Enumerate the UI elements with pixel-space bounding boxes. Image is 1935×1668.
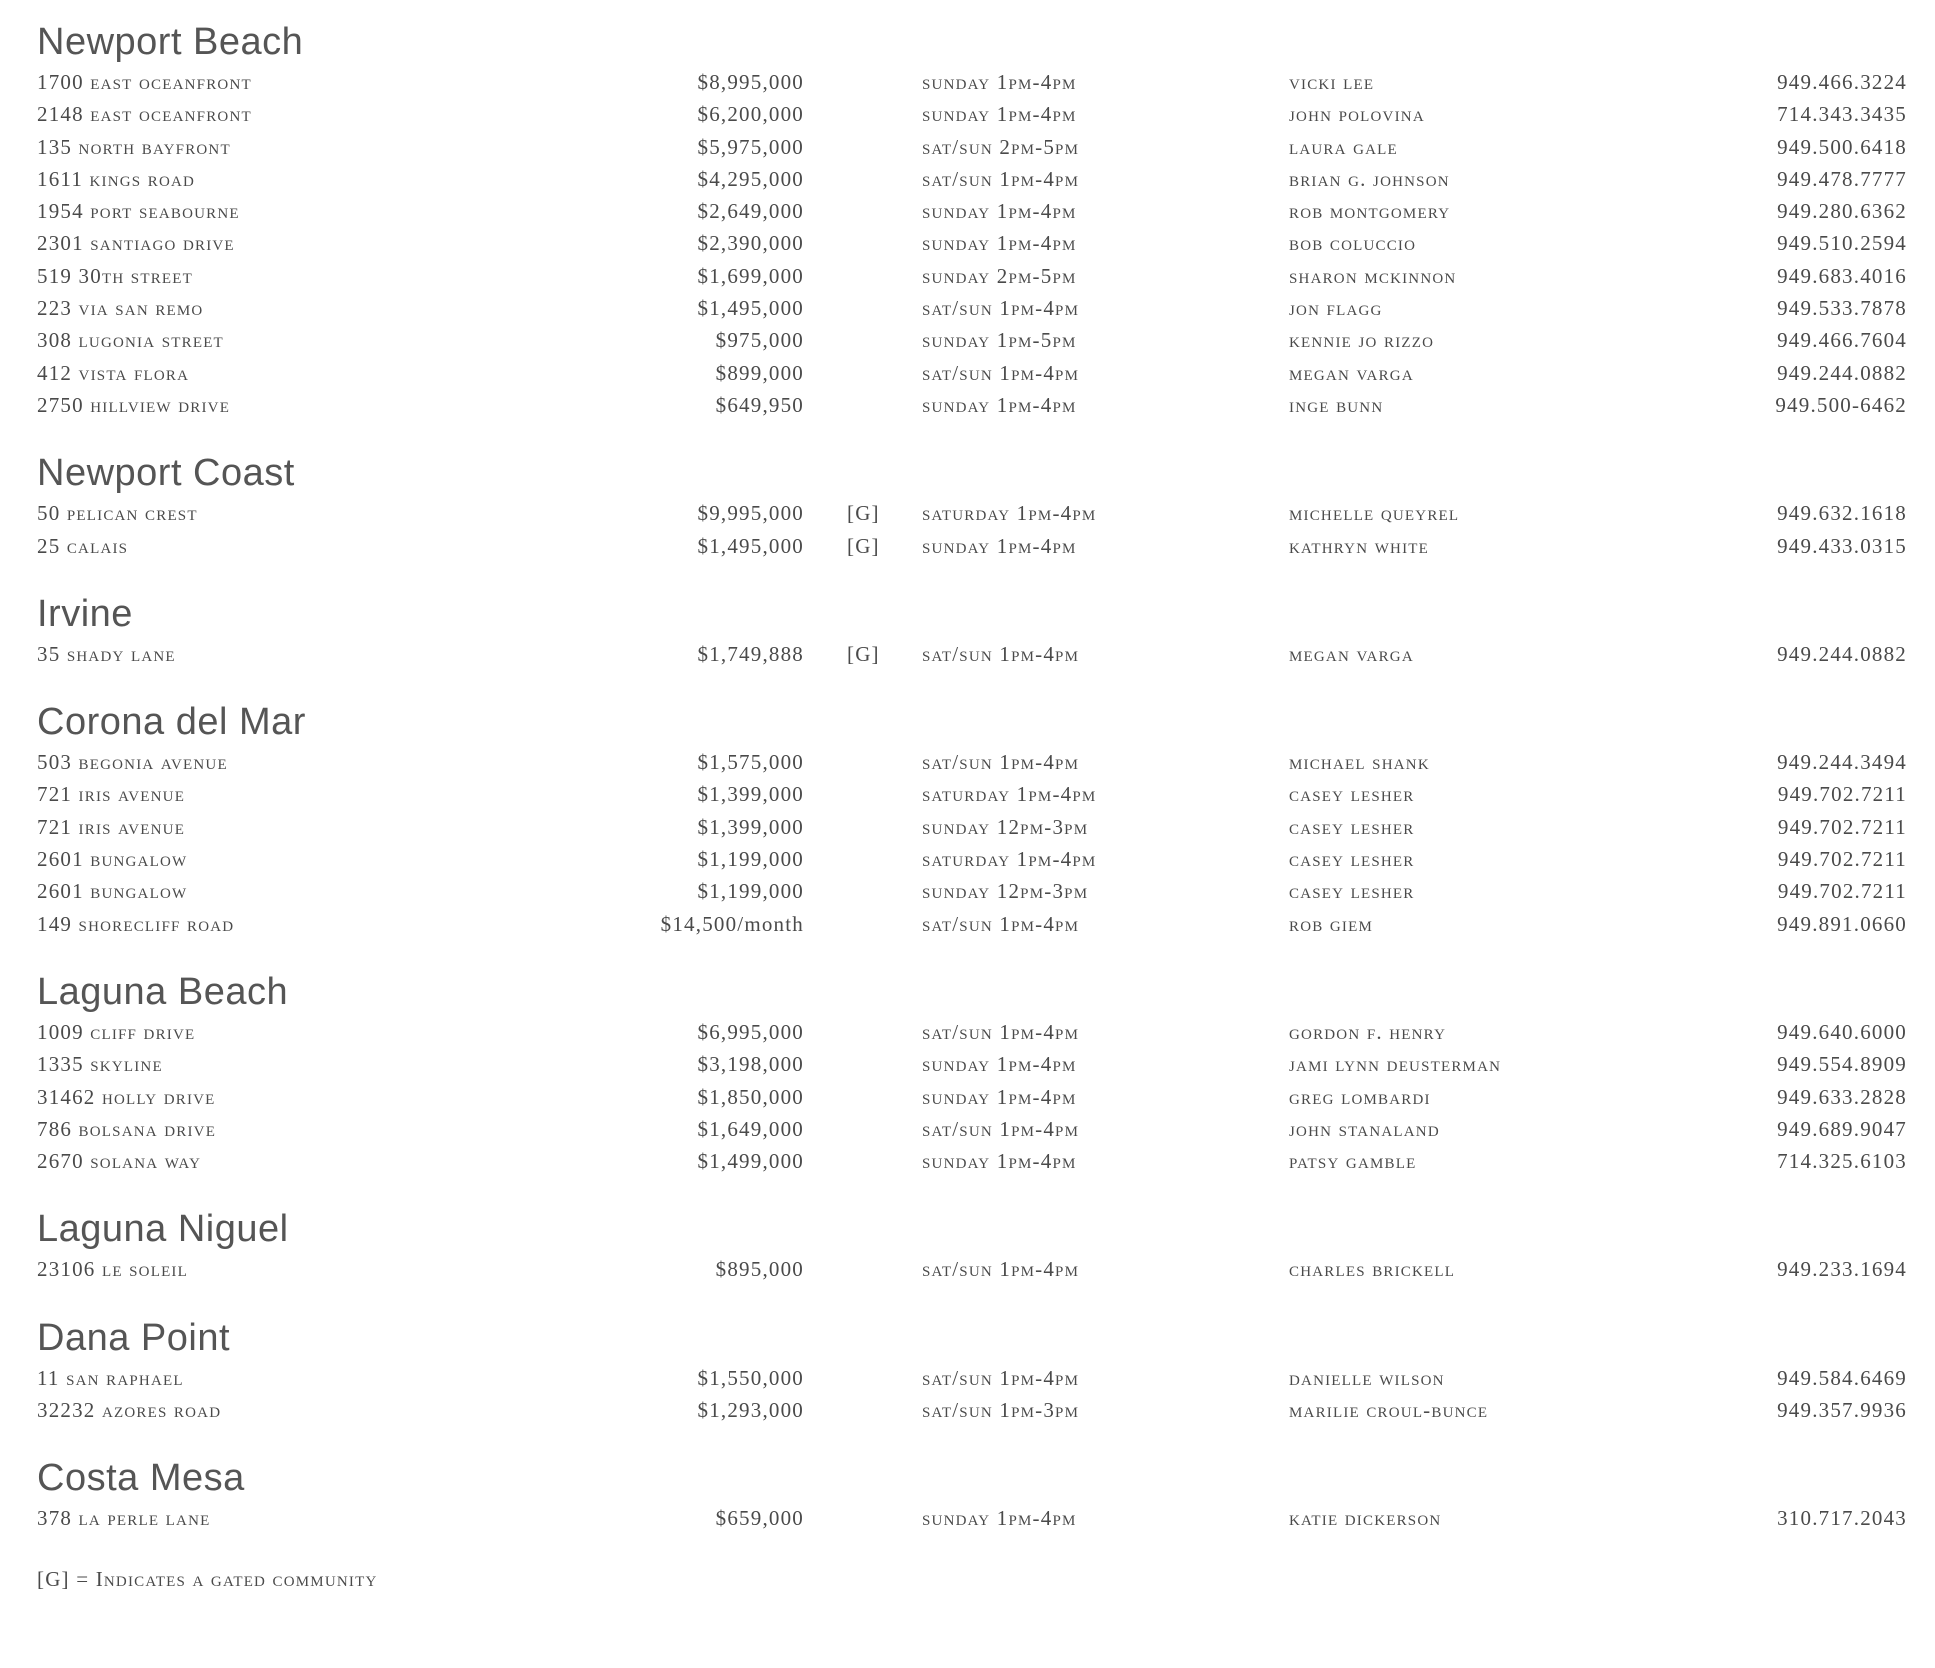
listing-price: $1,699,000: [697, 263, 804, 288]
listing-price: $1,399,000: [697, 814, 804, 839]
listing-address: 25 calais: [37, 533, 129, 558]
listing-address: 50 pelican crest: [37, 501, 198, 526]
region-section: [37, 1314, 1907, 1427]
listing-address: 412 vista flora: [37, 360, 190, 385]
open-house-time: sat/sun 1pm-4pm: [922, 1365, 1080, 1390]
listing-price: $6,200,000: [697, 102, 804, 127]
listing-price: $1,495,000: [697, 296, 804, 321]
listing-address: 1611 kings road: [37, 166, 196, 191]
agent-phone: 949.702.7211: [1777, 814, 1907, 839]
listing-row: [37, 875, 1907, 907]
agent-phone: 949.244.0882: [1777, 360, 1907, 385]
agent-phone: 949.584.6469: [1777, 1365, 1907, 1390]
listing-price: $5,975,000: [697, 134, 804, 159]
agent-name: casey lesher: [1289, 782, 1415, 807]
agent-name: marilie croul-bunce: [1289, 1398, 1489, 1423]
listing-row: [37, 1394, 1907, 1426]
open-house-time: sat/sun 1pm-4pm: [922, 166, 1080, 191]
open-house-listings: [37, 18, 1907, 1595]
agent-phone: 949.683.4016: [1777, 263, 1907, 288]
listing-row: [37, 1048, 1907, 1080]
listing-row: [37, 98, 1907, 130]
listing-price: $1,293,000: [697, 1398, 804, 1423]
listing-row: [37, 638, 1907, 670]
agent-name: charles brickell: [1289, 1257, 1456, 1282]
open-house-time: sat/sun 1pm-4pm: [922, 911, 1080, 936]
listing-price: $1,499,000: [697, 1149, 804, 1174]
listing-row: [37, 778, 1907, 810]
listing-price: $895,000: [715, 1257, 804, 1282]
listing-address: 35 shady lane: [37, 641, 176, 666]
listing-row: [37, 1502, 1907, 1534]
region-section: [37, 968, 1907, 1177]
listing-price: $1,850,000: [697, 1084, 804, 1109]
agent-name: danielle wilson: [1289, 1365, 1445, 1390]
listing-price: $649,950: [715, 392, 804, 417]
agent-name: greg lombardi: [1289, 1084, 1431, 1109]
listing-row: [37, 1145, 1907, 1177]
region-section: [37, 1205, 1907, 1285]
listing-price: $1,495,000: [697, 533, 804, 558]
agent-name: megan varga: [1289, 641, 1414, 666]
listing-address: 2670 solana way: [37, 1149, 202, 1174]
agent-name: brian g. johnson: [1289, 166, 1450, 191]
listing-price: $14,500/month: [660, 911, 804, 936]
region-title: Newport Coast: [37, 452, 295, 495]
agent-phone: 949.244.0882: [1777, 641, 1907, 666]
listing-address: 308 lugonia street: [37, 328, 224, 353]
listing-row: [37, 1253, 1907, 1285]
listing-row: [37, 497, 1907, 529]
agent-name: john polovina: [1289, 102, 1425, 127]
listing-row: [37, 292, 1907, 324]
open-house-time: sunday 2pm-5pm: [922, 263, 1077, 288]
listing-address: 1700 east oceanfront: [37, 70, 252, 94]
listing-row: [37, 811, 1907, 843]
listing-price: $659,000: [715, 1506, 804, 1531]
listing-row: [37, 227, 1907, 259]
open-house-time: sat/sun 1pm-4pm: [922, 296, 1080, 321]
listing-address: 721 iris avenue: [37, 782, 186, 807]
listing-price: $1,399,000: [697, 782, 804, 807]
open-house-time: sunday 12pm-3pm: [922, 814, 1089, 839]
agent-name: rob montgomery: [1289, 199, 1451, 224]
listing-row: [37, 843, 1907, 875]
listing-row: [37, 357, 1907, 389]
listing-address: 2301 santiago drive: [37, 231, 235, 256]
agent-name: rob giem: [1289, 911, 1374, 936]
listing-row: [37, 1362, 1907, 1394]
open-house-time: sat/sun 1pm-4pm: [922, 750, 1080, 775]
agent-name: kennie jo rizzo: [1289, 328, 1435, 353]
listing-price: $1,199,000: [697, 879, 804, 904]
open-house-time: sunday 1pm-4pm: [922, 102, 1077, 127]
listing-address: 149 shorecliff road: [37, 911, 235, 936]
agent-name: bob coluccio: [1289, 231, 1417, 256]
agent-phone: 310.717.2043: [1777, 1506, 1907, 1531]
listing-address: 2601 bungalow: [37, 847, 188, 872]
region-section: [37, 698, 1907, 940]
listing-address: 1954 port seabourne: [37, 199, 240, 224]
agent-phone: 949.466.7604: [1777, 328, 1907, 353]
listing-address: 786 bolsana drive: [37, 1116, 217, 1141]
listing-price: $9,995,000: [697, 501, 804, 526]
region-title: Laguna Niguel: [37, 1208, 289, 1251]
listing-address: 519 30th street: [37, 263, 193, 288]
listing-address: 2601 bungalow: [37, 879, 188, 904]
listing-row: [37, 530, 1907, 562]
open-house-time: sat/sun 1pm-4pm: [922, 1116, 1080, 1141]
region-section: [37, 449, 1907, 562]
open-house-time: sunday 1pm-4pm: [922, 1052, 1077, 1077]
region-title: Newport Beach: [37, 21, 304, 63]
listing-address: 2750 hillview drive: [37, 392, 231, 417]
open-house-time: sunday 1pm-4pm: [922, 199, 1077, 224]
region-section: [37, 1454, 1907, 1534]
region-section: [37, 590, 1907, 670]
agent-phone: 949.702.7211: [1777, 782, 1907, 807]
listing-row: [37, 1081, 1907, 1113]
listing-sections: [37, 18, 1907, 1535]
listing-price: $3,198,000: [697, 1052, 804, 1077]
agent-name: megan varga: [1289, 360, 1414, 385]
agent-name: casey lesher: [1289, 814, 1415, 839]
listing-price: $1,749,888: [697, 641, 804, 666]
listing-row: [37, 260, 1907, 292]
agent-name: katie dickerson: [1289, 1506, 1442, 1531]
region-title: Costa Mesa: [37, 1457, 245, 1500]
open-house-time: sat/sun 1pm-3pm: [922, 1398, 1080, 1423]
agent-phone: 949.433.0315: [1777, 533, 1907, 558]
agent-phone: 949.640.6000: [1777, 1019, 1907, 1044]
listing-address: 378 la perle lane: [37, 1506, 211, 1531]
agent-name: sharon mckinnon: [1289, 263, 1457, 288]
open-house-time: sunday 1pm-4pm: [922, 70, 1077, 94]
open-house-time: sat/sun 1pm-4pm: [922, 360, 1080, 385]
region-title: Irvine: [37, 592, 133, 635]
agent-phone: 714.343.3435: [1777, 102, 1907, 127]
agent-phone: 949.500-6462: [1775, 392, 1907, 417]
agent-phone: 949.702.7211: [1777, 879, 1907, 904]
open-house-time: sat/sun 2pm-5pm: [922, 134, 1080, 159]
agent-phone: 949.233.1694: [1777, 1257, 1907, 1282]
open-house-time: sunday 1pm-4pm: [922, 231, 1077, 256]
agent-phone: 949.510.2594: [1777, 231, 1907, 256]
agent-phone: 949.633.2828: [1777, 1084, 1907, 1109]
open-house-time: sat/sun 1pm-4pm: [922, 641, 1080, 666]
listing-row: [37, 195, 1907, 227]
listing-address: 11 san raphael: [37, 1365, 184, 1390]
agent-name: casey lesher: [1289, 847, 1415, 872]
gated-marker: [G]: [847, 533, 880, 558]
listing-row: [37, 66, 1907, 98]
open-house-time: sat/sun 1pm-4pm: [922, 1019, 1080, 1044]
agent-phone: 949.554.8909: [1777, 1052, 1907, 1077]
listing-price: $1,575,000: [697, 750, 804, 775]
listing-row: [37, 389, 1907, 421]
agent-phone: 714.325.6103: [1777, 1149, 1907, 1174]
agent-phone: 949.533.7878: [1777, 296, 1907, 321]
agent-phone: 949.891.0660: [1777, 911, 1907, 936]
region-title: Laguna Beach: [37, 970, 289, 1013]
open-house-time: saturday 1pm-4pm: [922, 501, 1097, 526]
listing-address: 23106 le soleil: [37, 1257, 188, 1282]
listing-price: $1,550,000: [697, 1365, 804, 1390]
open-house-time: sunday 12pm-3pm: [922, 879, 1089, 904]
region-title: Corona del Mar: [37, 701, 306, 744]
open-house-time: sunday 1pm-4pm: [922, 1084, 1077, 1109]
region-section: [37, 18, 1907, 421]
agent-name: john stanaland: [1289, 1116, 1440, 1141]
agent-name: laura gale: [1289, 134, 1398, 159]
agent-name: gordon f. henry: [1289, 1019, 1447, 1044]
open-house-time: sunday 1pm-4pm: [922, 392, 1077, 417]
listing-address: 1009 cliff drive: [37, 1019, 196, 1044]
agent-phone: 949.702.7211: [1777, 847, 1907, 872]
agent-phone: 949.632.1618: [1777, 501, 1907, 526]
agent-phone: 949.280.6362: [1777, 199, 1907, 224]
open-house-time: sunday 1pm-5pm: [922, 328, 1077, 353]
listing-price: $1,199,000: [697, 847, 804, 872]
listing-row: [37, 1016, 1907, 1048]
listing-price: $8,995,000: [697, 70, 804, 94]
agent-phone: 949.478.7777: [1777, 166, 1907, 191]
gated-marker: [G]: [847, 641, 880, 666]
listing-row: [37, 746, 1907, 778]
listing-address: 223 via san remo: [37, 296, 204, 321]
open-house-time: sunday 1pm-4pm: [922, 1149, 1077, 1174]
agent-phone: 949.466.3224: [1777, 70, 1907, 94]
agent-phone: 949.357.9936: [1777, 1398, 1907, 1423]
open-house-time: sunday 1pm-4pm: [922, 533, 1077, 558]
listing-row: [37, 163, 1907, 195]
agent-name: kathryn white: [1289, 533, 1430, 558]
gated-marker: [G]: [847, 501, 880, 526]
agent-name: jon flagg: [1289, 296, 1383, 321]
listing-address: 32232 azores road: [37, 1398, 222, 1423]
listing-row: [37, 908, 1907, 940]
listing-address: 721 iris avenue: [37, 814, 186, 839]
listing-price: $6,995,000: [697, 1019, 804, 1044]
listing-address: 2148 east oceanfront: [37, 102, 252, 127]
agent-name: vicki lee: [1289, 70, 1375, 94]
open-house-time: saturday 1pm-4pm: [922, 782, 1097, 807]
listing-price: $975,000: [715, 328, 804, 353]
listing-price: $899,000: [715, 360, 804, 385]
open-house-time: sat/sun 1pm-4pm: [922, 1257, 1080, 1282]
agent-name: inge bunn: [1289, 392, 1384, 417]
listing-address: 31462 holly drive: [37, 1084, 216, 1109]
listing-row: [37, 324, 1907, 356]
gated-footnote: [G] = Indicates a gated community: [37, 1566, 378, 1591]
listing-address: 135 north bayfront: [37, 134, 231, 159]
listing-price: $2,649,000: [697, 199, 804, 224]
open-house-time: saturday 1pm-4pm: [922, 847, 1097, 872]
agent-phone: 949.500.6418: [1777, 134, 1907, 159]
agent-phone: 949.689.9047: [1777, 1116, 1907, 1141]
listing-address: 1335 skyline: [37, 1052, 163, 1077]
agent-name: michelle queyrel: [1289, 501, 1460, 526]
agent-phone: 949.244.3494: [1777, 750, 1907, 775]
listing-price: $2,390,000: [697, 231, 804, 256]
open-house-time: sunday 1pm-4pm: [922, 1506, 1077, 1531]
listing-price: $4,295,000: [697, 166, 804, 191]
listing-row: [37, 1113, 1907, 1145]
agent-name: casey lesher: [1289, 879, 1415, 904]
listing-row: [37, 131, 1907, 163]
agent-name: jami lynn deusterman: [1289, 1052, 1502, 1077]
agent-name: michael shank: [1289, 750, 1430, 775]
listing-price: $1,649,000: [697, 1116, 804, 1141]
region-title: Dana Point: [37, 1316, 231, 1359]
agent-name: patsy gamble: [1289, 1149, 1417, 1174]
listing-address: 503 begonia avenue: [37, 750, 228, 775]
